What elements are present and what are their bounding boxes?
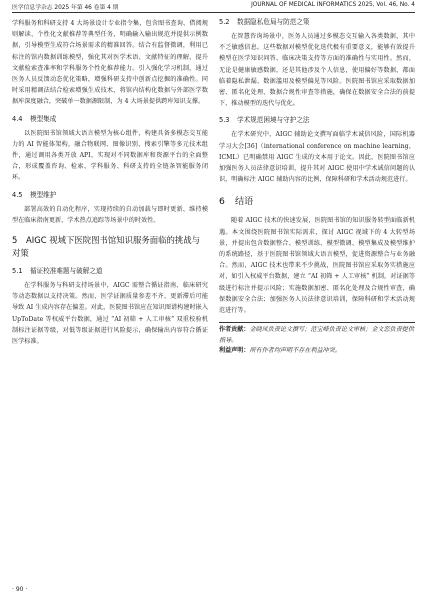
author-contributions	[219, 322, 415, 346]
section-5-heading	[12, 234, 208, 260]
section-5-1-heading	[12, 267, 208, 276]
right-column	[219, 18, 415, 585]
section-number: 5	[12, 235, 18, 246]
section-title: 模型维护	[30, 190, 57, 199]
section-4-5-paragraph: 部署高效的自动化程序，实现持续的自动加载与即时更新、维持模型在临床指南更新、学术热点追踪等场景中的时效性。	[12, 205, 208, 224]
section-4-4-heading	[12, 115, 208, 124]
contrib-text: 金晓凤负责论文撰写；范宝峰负责论文审核；金文恋负责提供指导。	[219, 326, 414, 344]
section-number: 5.2	[219, 18, 230, 26]
section-title: AIGC 视域下医院图书馆知识服务面临的挑战与对策	[12, 235, 200, 259]
section-4-5-heading	[12, 191, 208, 200]
section-5-1-paragraph: 在学科服务与科研支持场景中，AIGC 需整合循证指南、临床研究等动态数据以支持决策。然而，医学证据质量参差不齐、更新滞后可能导致 AI 生成内容存在偏差。对此，医院图书馆应在知识图谱构建时嵌入 UpToDate 等权威平台数据，通过 “AI 初筛 + 人工审核” 双重校验机制标注证据等级，对低等级证据进行风险提示，确保输出内容符合循证医学标准。	[12, 282, 208, 346]
section-4-4-paragraph: 以医院图书馆领域大语言模型为核心组件，构建具备多模态交互能力的 AI 智能体架构，融合物联网、图像识别、搜索引擎等多元技术组件，通过调用各类开放 API，实现对不同数据库和资源平台的全面整合，形成覆盖咨询、检索、学科服务、科研支持的全链条智能服务闭环。	[12, 129, 208, 182]
coi-text: 所有作者均声明不存在利益冲突。	[249, 347, 341, 355]
section-6-heading	[219, 195, 415, 209]
section-5-2-paragraph: 在智慧咨询场景中，医务人员通过多模态交互输入各类数据，其中不乏敏感信息。这些数据对模型优化迭代极有重要意义，能够有效提升模型在医学知识问答、临床决策支持等方面的准确性与实用性。然而，无论是健康敏感数据，还是其他涉及个人信息，使用偏好等数据，都面临着隐私泄漏、数据滥用及模型偏见等风险。医院图书馆应采取数据加密、匿名化处理、数据合规性审查等措施，确保在数据安全合法的前提下，推动模型的迭代与优化。	[219, 33, 415, 108]
section-title: 学术规范困境与守护之法	[237, 116, 310, 125]
left-column	[12, 18, 208, 585]
conflict-of-interest	[219, 346, 415, 357]
intro-paragraph: 学科服务和科研支持 4 大场景设计专业指令集，包含图书查询、借阅规则解读、个性化文献推荐等典型任务，明确输入输出规范并提供示例数据，引导模型生成符合场景需求的精准回答。结合有监督微调，利用已标注的馆内数据训练模型，强化其对医学术语、文献特征的理解，提升文献检索查准率和学科服务个性化推荐能力。引入强化学习机制，通过医务人员反馈动态优化策略，增强科研支持中创新点挖掘的准确性。同时采用精调法结合检索增强生成技术，将馆内结构化数据与外部医学数据库深度融合，突破单一数据源限制，为 4 大场景提供跨库知识支撑。	[12, 20, 208, 106]
header-rule	[12, 12, 415, 13]
section-5-3-heading	[219, 116, 415, 125]
section-number: 6	[219, 196, 225, 208]
section-number: 4.5	[12, 190, 23, 199]
journal-header-en: JOURNAL OF MEDICAL INFORMATICS 2025, Vol. 46, No. 4	[251, 2, 415, 8]
coi-label: 利益声明：	[219, 347, 250, 355]
section-title: 循证校准难题与破解之道	[30, 267, 103, 276]
contrib-label: 作者贡献：	[219, 326, 250, 334]
running-header	[0, 0, 427, 14]
section-number: 4.4	[12, 114, 23, 123]
section-5-3-paragraph: 在学术研究中，AIGC 辅助论文撰写面临学术诚信风险，国际机器学习大会[36]（international conference on machine learning，ICML）已明确禁用 AIGC 生成的文本用于论文。因此，医院图书馆应加强医务人员法律意识培训，提升其对 AIGC 使用中学术诚信问题的认识，明确标注 AIGC 辅助内容的比例，保障科研和学术活动规范进行。	[219, 131, 415, 184]
section-title: 数据隐私危局与防范之策	[237, 18, 310, 26]
section-number: 5.1	[12, 267, 23, 276]
page-number: · 90 ·	[12, 586, 28, 593]
journal-header-cn: 医学信息学杂志 2025 年第 46 卷第 4 期	[12, 5, 119, 11]
section-5-2-heading	[219, 18, 415, 27]
section-title: 结语	[235, 196, 254, 208]
section-title: 模型集成	[30, 114, 57, 123]
section-number: 5.3	[219, 116, 230, 125]
conclusion-paragraph: 随着 AIGC 技术的快速发展，医院图书馆的知识服务转型面临新机遇。本文围绕医院图书馆实际需求，探讨 AIGC 视域下的 4 大转型场景，并提出包含数据整合、模型训练、模型微调、模型集成及模型维护的系统路径，基于医院图书馆领域大语言模型，促进资源整合与业务融合。然而，AIGC 技术也带来不少挑战，医院图书馆应采取务实措施应对，如引入权威平台数据，建立 “AI 初筛 + 人工审核” 机制，对证据等级进行标注并提示风险；实施数据加密、匿名化处理及合规性审查，确保数据安全合法；加强医务人员法律意识培训，保障科研和学术活动规范进行等。	[219, 217, 415, 315]
